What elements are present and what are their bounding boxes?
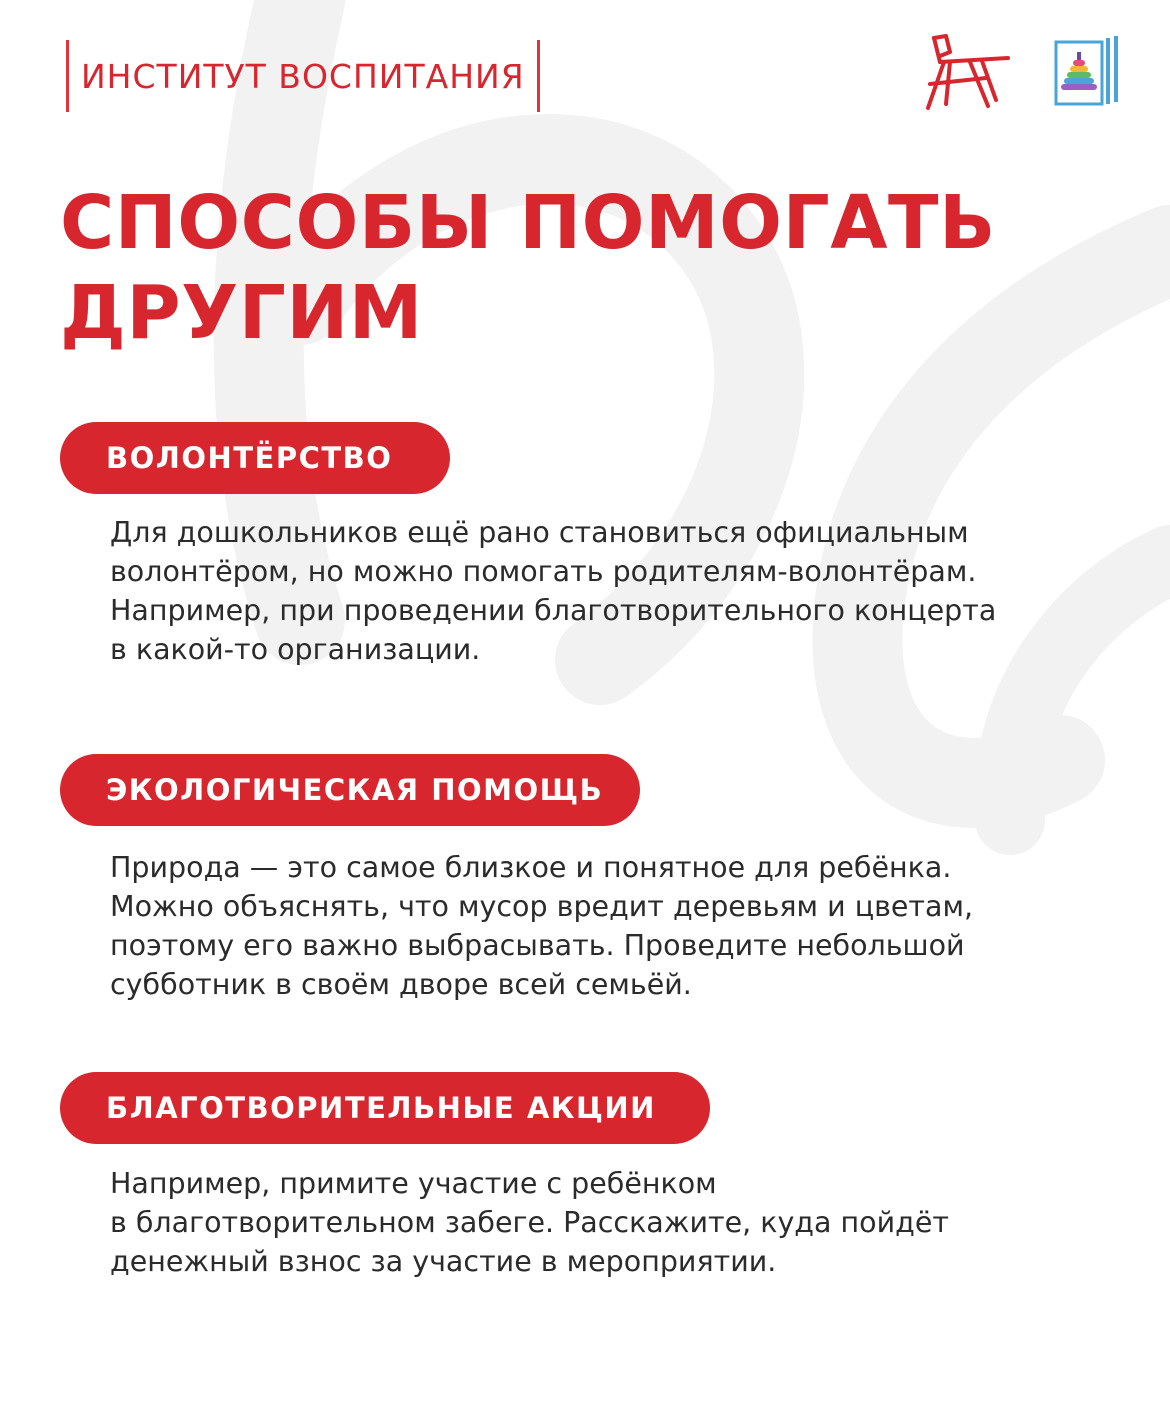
section-text-ecological-help <box>110 848 1120 1004</box>
text-line: Например, при проведении благотворительного концерта <box>110 594 997 627</box>
section-heading-ecological-help: ЭКОЛОГИЧЕСКАЯ ПОМОЩЬ <box>60 754 640 826</box>
text-line: в какой-то организации. <box>110 633 481 666</box>
brand-bar-right <box>537 40 540 112</box>
page-title <box>60 178 1120 358</box>
text-line: денежный взнос за участие в мероприятии. <box>110 1245 777 1278</box>
text-line: субботник в своём дворе всей семьёй. <box>110 968 692 1001</box>
text-line: Для дошкольников ещё рано становиться официальным <box>110 516 969 549</box>
text-line: волонтёром, но можно помогать родителям-волонтёрам. <box>110 555 977 588</box>
section-text-charity-actions <box>110 1164 1120 1281</box>
section-heading-charity-actions: БЛАГОТВОРИТЕЛЬНЫЕ АКЦИИ <box>60 1072 710 1144</box>
text-line: Природа — это самое близкое и понятное для ребёнка. <box>110 851 952 884</box>
page-title-line-1: СПОСОБЫ ПОМОГАТЬ <box>60 180 996 266</box>
text-line: в благотворительном забеге. Расскажите, куда пойдёт <box>110 1206 949 1239</box>
page-title-line-2: ДРУГИМ <box>60 270 423 356</box>
section-text-volunteering <box>110 513 1120 669</box>
header-brand <box>66 40 540 112</box>
text-line: поэтому его важно выбрасывать. Проведите небольшой <box>110 929 965 962</box>
chair-logo-icon <box>920 32 1014 110</box>
section-heading-volunteering: ВОЛОНТЁРСТВО <box>60 422 450 494</box>
text-line: Можно объяснять, что мусор вредит деревьям и цветам, <box>110 890 974 923</box>
text-line: Например, примите участие с ребёнком <box>110 1167 717 1200</box>
book-pyramid-logo-icon <box>1052 34 1122 110</box>
org-name: ИНСТИТУТ ВОСПИТАНИЯ <box>81 56 525 96</box>
